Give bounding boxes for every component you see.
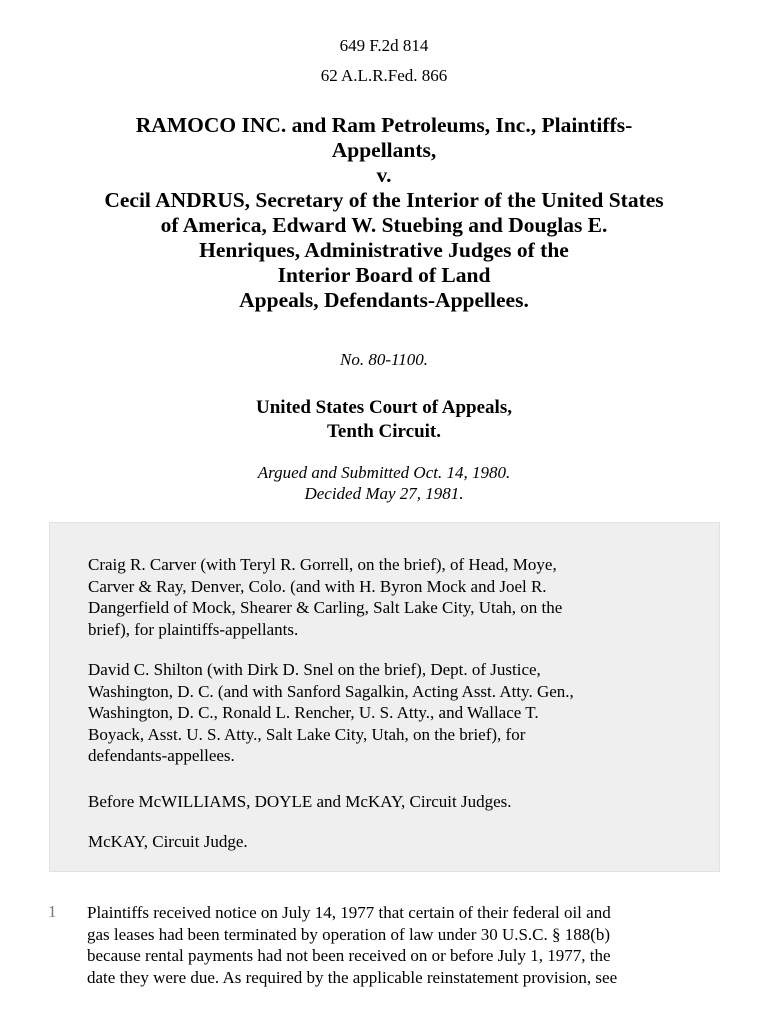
court-name — [0, 396, 768, 444]
caption-line: Cecil ANDRUS, Secretary of the Interior of the United States — [104, 188, 664, 212]
paragraph-number: 1 — [48, 902, 57, 921]
caption-line: Henriques, Administrative Judges of the — [199, 238, 569, 262]
opinion-paragraph — [87, 902, 727, 988]
caption-line: Appellants, — [331, 138, 437, 162]
reporter-citation: 649 F.2d 814 — [339, 36, 429, 55]
caption-line: RAMOCO INC. and Ram Petroleums, Inc., Plaintiffs- — [135, 113, 633, 137]
caption-line: v. — [376, 163, 392, 187]
caption-line: Appeals, Defendants-Appellees. — [239, 288, 529, 312]
counsel-line: Boyack, Asst. U. S. Atty., Salt Lake City, Utah, on the brief), for — [88, 724, 526, 744]
opinion-line: date they were due. As required by the applicable reinstatement provision, see — [87, 967, 618, 987]
court-line: United States Court of Appeals, — [256, 397, 512, 418]
counsel-line: Washington, D. C. (and with Sanford Sagalkin, Acting Asst. Atty. Gen., — [88, 681, 574, 701]
court-line: Tenth Circuit. — [326, 421, 442, 442]
decided-date: Decided May 27, 1981. — [304, 484, 464, 503]
case-caption — [40, 113, 728, 313]
counsel-line: brief), for plaintiffs-appellants. — [88, 619, 299, 639]
opinion-author: McKAY, Circuit Judge. — [88, 832, 248, 851]
counsel-line: Washington, D. C., Ronald L. Rencher, U. S. Atty., and Wallace T. — [88, 703, 539, 722]
appellants-counsel — [88, 554, 708, 640]
opinion-line: Plaintiffs received notice on July 14, 1977 that certain of their federal oil and — [87, 903, 611, 922]
counsel-line: Carver & Ray, Denver, Colo. (and with H. Byron Mock and Joel R. — [88, 576, 547, 596]
counsel-line: defendants-appellees. — [88, 746, 235, 765]
counsel-line: Dangerfield of Mock, Shearer & Carling, Salt Lake City, Utah, on the — [88, 598, 563, 617]
counsel-panel — [49, 522, 720, 872]
argued-date: Argued and Submitted Oct. 14, 1980. — [257, 463, 511, 482]
counsel-line: David C. Shilton (with Dirk D. Snel on the brief), Dept. of Justice, — [88, 660, 541, 679]
case-dates — [0, 462, 768, 504]
counsel-line: Craig R. Carver (with Teryl R. Gorrell, on the brief), of Head, Moye, — [88, 555, 557, 574]
caption-line: Interior Board of Land — [277, 263, 491, 287]
docket-number: No. 80-1100. — [340, 350, 428, 369]
caption-line: of America, Edward W. Stuebing and Douglas E. — [160, 213, 608, 237]
alr-citation: 62 A.L.R.Fed. 866 — [320, 66, 448, 85]
judicial-panel: Before McWILLIAMS, DOYLE and McKAY, Circuit Judges. — [88, 792, 512, 811]
opinion-line: because rental payments had not been received on or before July 1, 1977, the — [87, 946, 611, 965]
opinion-line: gas leases had been terminated by operation of law under 30 U.S.C. § 188(b) — [87, 924, 611, 944]
appellees-counsel — [88, 659, 708, 767]
